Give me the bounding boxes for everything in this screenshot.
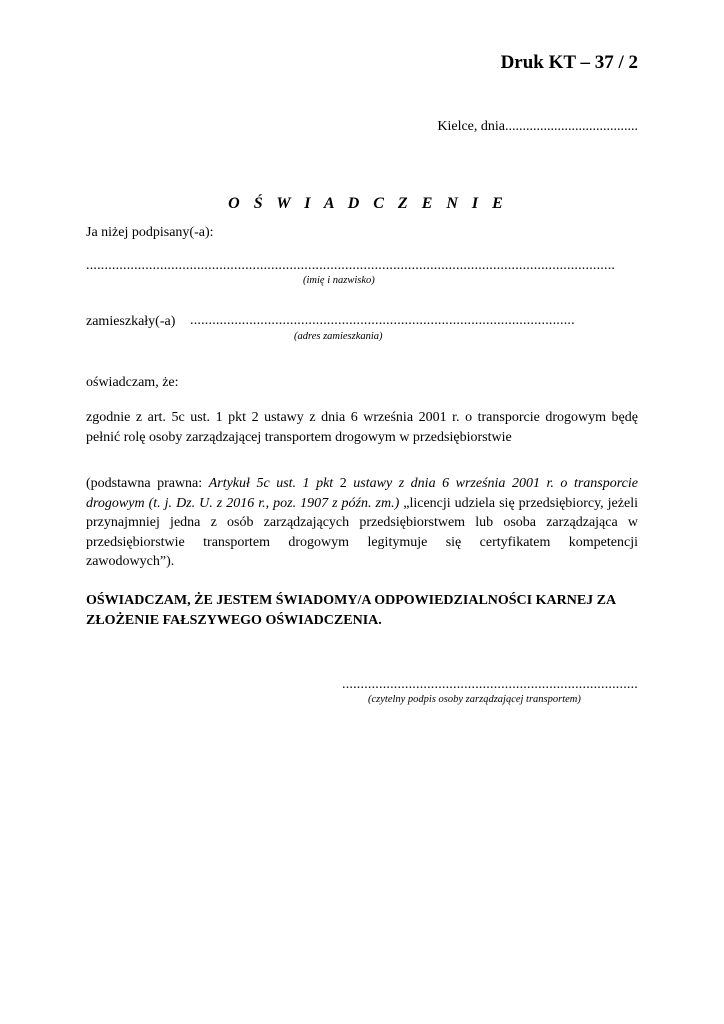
declarant-label: Ja niżej podpisany(-a): [86,225,214,240]
signature-dotted-line: ................................................................................ [342,677,638,692]
document-title: O Ś W I A D C Z E N I E [228,195,508,212]
address-dotted-line: ........................................................................................................ [190,313,575,328]
legal-basis-prefix: (podstawna prawna: [86,476,209,491]
legal-basis-act-ref-2: ustawy z dnia 6 września 2001 r. o transporcie drogowym (t. j. Dz. U. z 2016 r., poz. 1907 z późn. zm.) [86,476,638,511]
signature-caption: (czytelny podpis osoby zarządzającej transportem) [368,694,581,705]
address-caption: (adres zamieszkania) [294,331,383,342]
form-code: Druk KT – 37 / 2 [500,52,638,73]
name-dotted-line: ............................................................................................................................................... [86,258,616,273]
legal-basis-act-ref-1: Artykuł 5c ust. 1 pkt [208,476,334,491]
address-label: zamieszkały(-a) [86,314,176,329]
name-caption: (imię i nazwisko) [303,275,375,286]
legal-basis-quote: „licencji udziela się przedsiębiorcy, jeżeli przynajmniej jedna z osób zarządzających przedsiębiorstwem lub osoba zarządzająca w przedsiębiorstwie transportem drogowym legitymuje się certyfikatem kompetencji zawodowych”). [86,495,638,569]
place-date-field: Kielce, dnia...................................... [437,119,638,134]
legal-basis-act-ref-num: 2 [333,476,354,491]
declare-label: oświadczam, że: [86,375,179,390]
legal-basis-paragraph [86,474,638,572]
statement-paragraph: zgodnie z art. 5c ust. 1 pkt 2 ustawy z dnia 6 września 2001 r. o transporcie drogowym będę pełnić rolę osoby zarządzającej transportem drogowym w przedsiębiorstwie [86,410,638,445]
liability-statement: OŚWIADCZAM, ŻE JESTEM ŚWIADOMY/A ODPOWIEDZIALNOŚCI KARNEJ ZA ZŁOŻENIE FAŁSZYWEGO OŚWIADCZENIA. [86,593,616,628]
